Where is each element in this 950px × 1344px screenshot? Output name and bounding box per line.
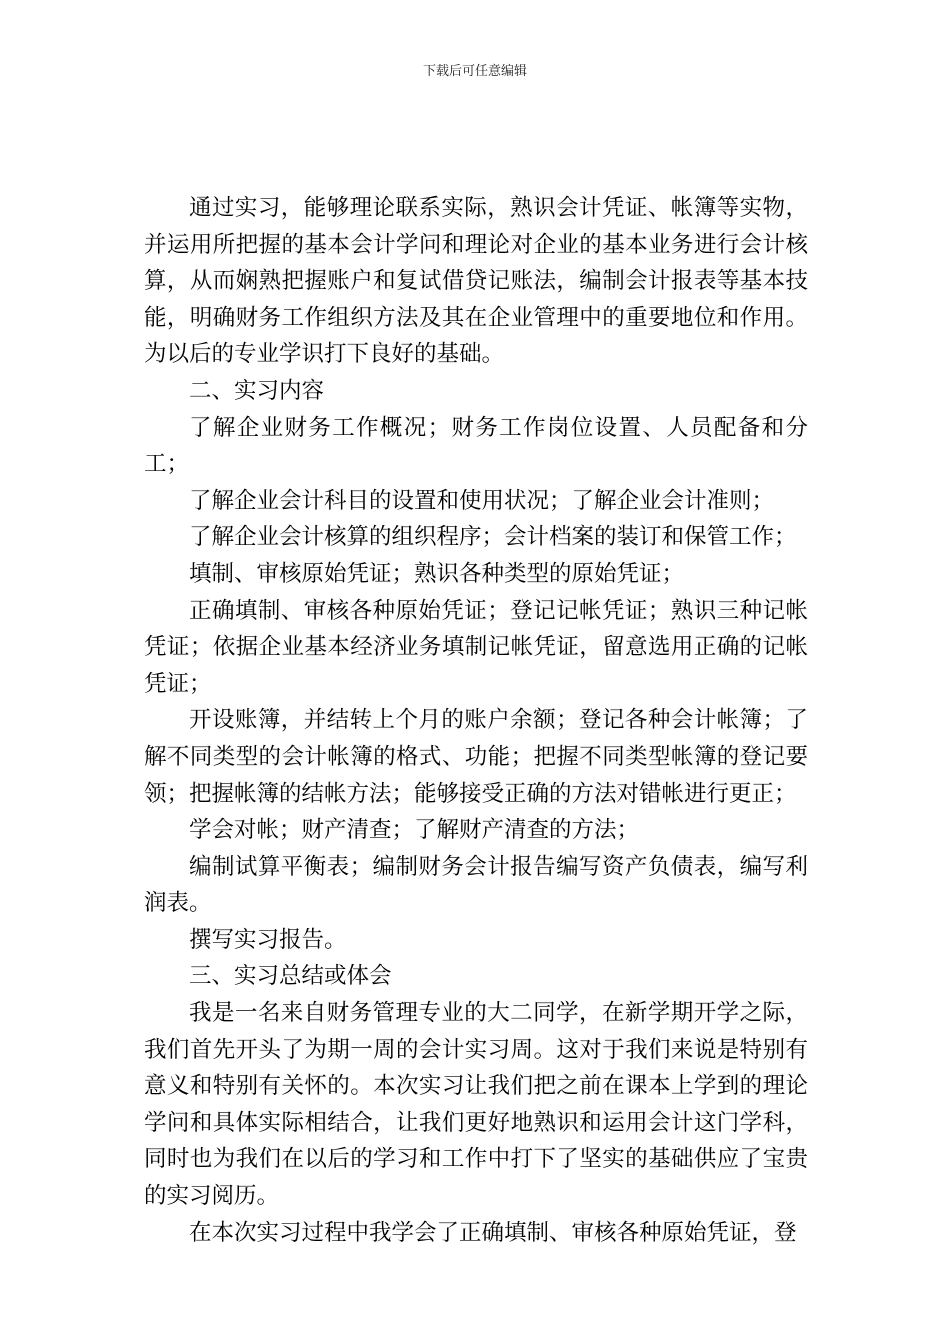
list-item: 编制试算平衡表；编制财务会计报告编写资产负债表，编写利润表。 — [144, 853, 808, 917]
section-heading-content: 二、实习内容 — [189, 377, 325, 404]
paragraph-continuation: 在本次实习过程中我学会了正确填制、审核各种原始凭证，登 — [189, 1219, 797, 1246]
document-body — [144, 190, 808, 1251]
paragraph-purpose: 通过实习，能够理论联系实际，熟识会计凭证、帐簿等实物，并运用所把握的基本会计学问和理论对企业的基本业务进行会计核算，从而娴熟把握账户和复试借贷记账法，编制会计报表等基本技能，明确财务工作组织方法及其在企业管理中的重要地位和作用。为以后的专业学识打下良好的基础。 — [144, 195, 808, 368]
list-item: 了解企业会计核算的组织程序；会计档案的装订和保管工作； — [189, 524, 797, 551]
list-item: 了解企业会计科目的设置和使用状况；了解企业会计准则； — [189, 487, 775, 514]
list-item: 开设账簿，并结转上个月的账户余额；登记各种会计帐簿；了解不同类型的会计帐簿的格式、功能；把握不同类型帐簿的登记要领；把握帐簿的结帐方法；能够接受正确的方法对错帐进行更正； — [144, 707, 808, 807]
list-item: 学会对帐；财产清查；了解财产清查的方法； — [189, 817, 640, 844]
page-header: 下载后可任意编辑 — [422, 64, 527, 79]
list-item: 了解企业财务工作概况；财务工作岗位设置、人员配备和分工； — [144, 414, 808, 478]
list-item: 填制、审核原始凭证；熟识各种类型的原始凭证； — [189, 560, 685, 587]
list-item: 正确填制、审核各种原始凭证；登记记帐凭证；熟识三种记帐凭证；依据企业基本经济业务填制记帐凭证，留意选用正确的记帐凭证； — [144, 597, 808, 697]
list-item: 撰写实习报告。 — [189, 926, 347, 953]
paragraph-summary: 我是一名来自财务管理专业的大二同学，在新学期开学之际，我们首先开头了为期一周的会计实习周。这对于我们来说是特别有意义和特别有关怀的。本次实习让我们把之前在课本上学到的理论学问和具体实际相结合，让我们更好地熟识和运用会计这门学科，同时也为我们在以后的学习和工作中打下了坚实的基础供应了宝贵的实习阅历。 — [144, 1000, 808, 1210]
section-heading-summary: 三、实习总结或体会 — [189, 963, 392, 990]
